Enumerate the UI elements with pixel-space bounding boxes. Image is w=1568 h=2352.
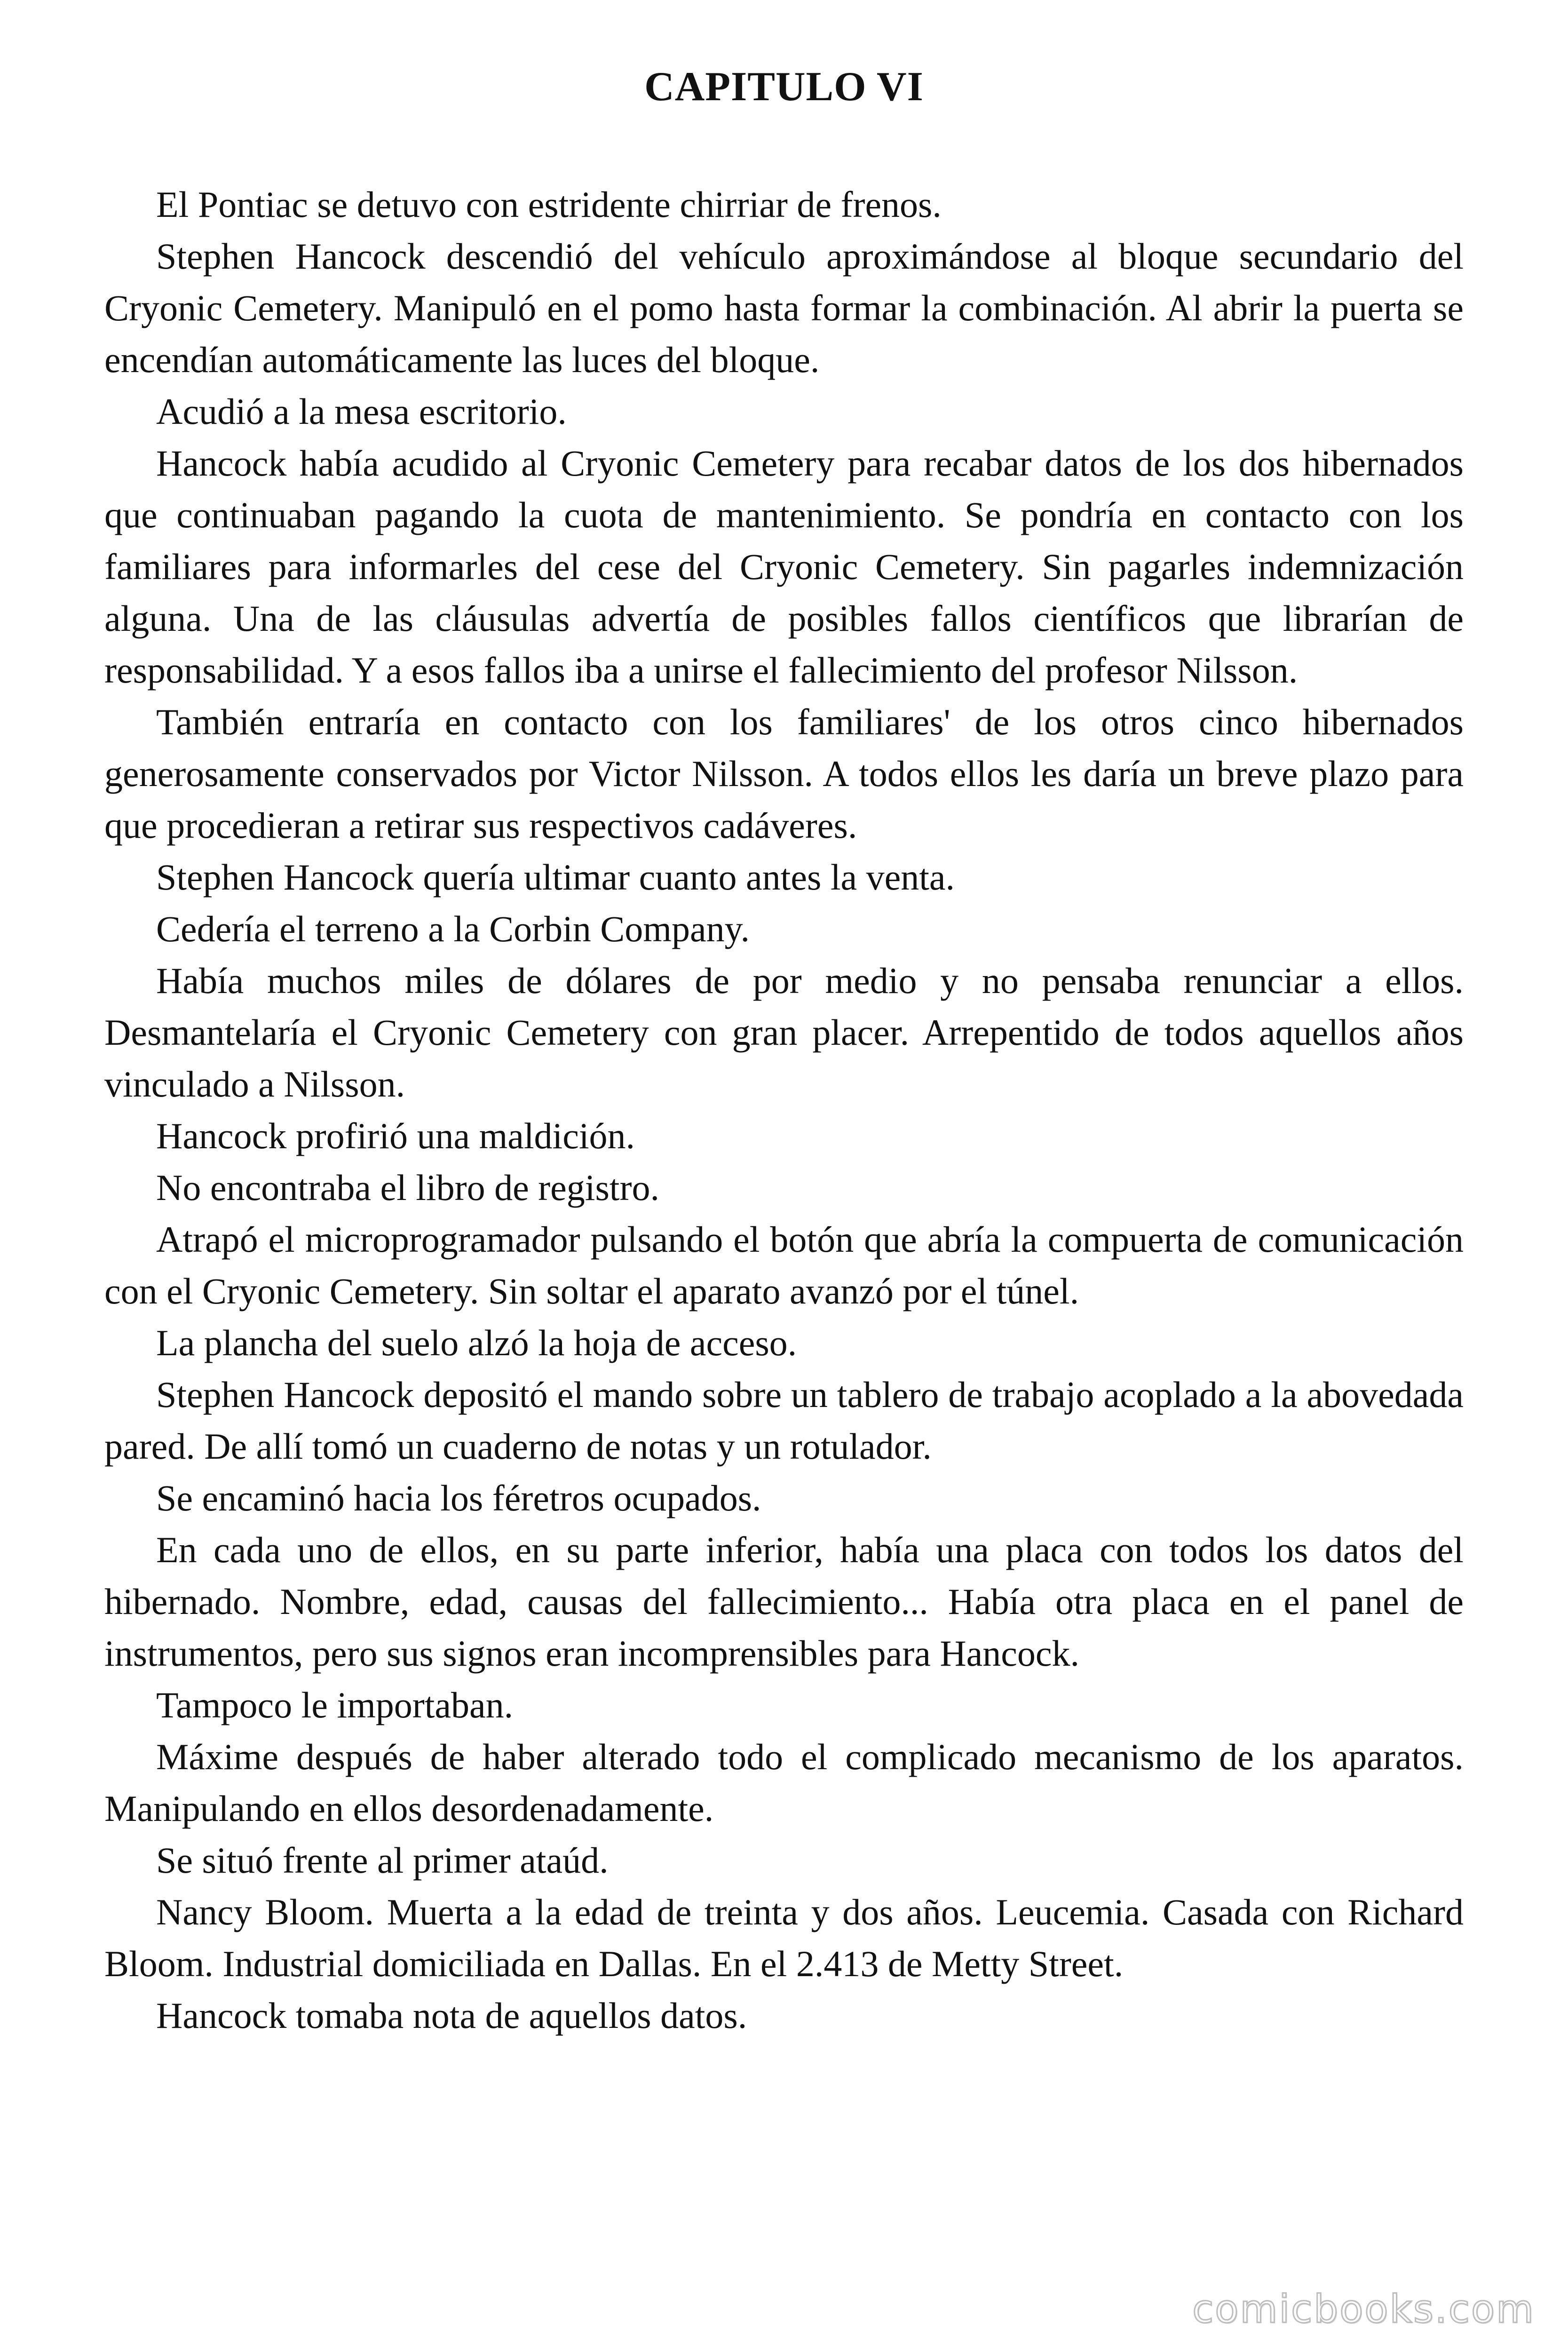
paragraph: Máxime después de haber alterado todo el complicado mecanismo de los aparatos. Manipulando en ellos desordenadamente. xyxy=(104,1736,1464,1829)
paragraph: Stephen Hancock depositó el mando sobre un tablero de trabajo acoplado a la abovedada pared. De allí tomó un cuaderno de notas y un rotulador. xyxy=(104,1374,1464,1467)
paragraph: En cada uno de ellos, en su parte inferior, había una placa con todos los datos del hibernado. Nombre, edad, causas del fallecimiento... Había otra placa en el panel de instrumentos, pero sus signos eran incomprensibles para Hancock. xyxy=(104,1529,1464,1674)
paragraph: Cedería el terreno a la Corbin Company. xyxy=(156,908,750,949)
watermark: comicbooks.com xyxy=(1192,2287,1535,2332)
paragraph: El Pontiac se detuvo con estridente chirriar de frenos. xyxy=(156,184,942,225)
paragraph: Se encaminó hacia los féretros ocupados. xyxy=(156,1478,761,1518)
body-text xyxy=(104,179,1464,2042)
paragraph: Hancock profirió una maldición. xyxy=(156,1115,635,1156)
paragraph: También entraría en contacto con los familiares' de los otros cinco hibernados generosamente conservados por Victor Nilsson. A todos ellos les daría un breve plazo para que procedieran a retirar sus respectivos cadáveres. xyxy=(104,701,1464,846)
chapter-title: CAPITULO VI xyxy=(644,64,924,110)
paragraph: Hancock tomaba nota de aquellos datos. xyxy=(156,1995,747,2036)
paragraph: Se situó frente al primer ataúd. xyxy=(156,1840,609,1881)
paragraph: Stephen Hancock descendió del vehículo aproximándose al bloque secundario del Cryonic Cemetery. Manipuló en el pomo hasta formar la combinación. Al abrir la puerta se encendían automáticamente las luces del bloque. xyxy=(104,236,1464,380)
paragraph: Acudió a la mesa escritorio. xyxy=(156,391,567,432)
paragraph: La plancha del suelo alzó la hoja de acceso. xyxy=(156,1322,797,1363)
paragraph: No encontraba el libro de registro. xyxy=(156,1167,659,1208)
paragraph: Nancy Bloom. Muerta a la edad de treinta y dos años. Leucemia. Casada con Richard Bloom. Industrial domiciliada en Dallas. En el 2.413 de Metty Street. xyxy=(104,1891,1464,1984)
paragraph: Atrapó el microprogramador pulsando el botón que abría la compuerta de comunicación con el Cryonic Cemetery. Sin soltar el aparato avanzó por el túnel. xyxy=(104,1219,1464,1311)
paragraph: Hancock había acudido al Cryonic Cemetery para recabar datos de los dos hibernados que continuaban pagando la cuota de mantenimiento. Se pondría en contacto con los familiares para informarles del cese del Cryonic Cemetery. Sin pagarles indemnización alguna. Una de las cláusulas advertía de posibles fallos científicos que librarían de responsabilidad. Y a esos fallos iba a unirse el fallecimiento del profesor Nilsson. xyxy=(104,443,1464,691)
paragraph: Stephen Hancock quería ultimar cuanto antes la venta. xyxy=(156,857,955,898)
paragraph: Tampoco le importaban. xyxy=(156,1685,514,1725)
paragraph: Había muchos miles de dólares de por medio y no pensaba renunciar a ellos. Desmantelaría el Cryonic Cemetery con gran placer. Arrepentido de todos aquellos años vinculado a Nilsson. xyxy=(104,960,1464,1104)
